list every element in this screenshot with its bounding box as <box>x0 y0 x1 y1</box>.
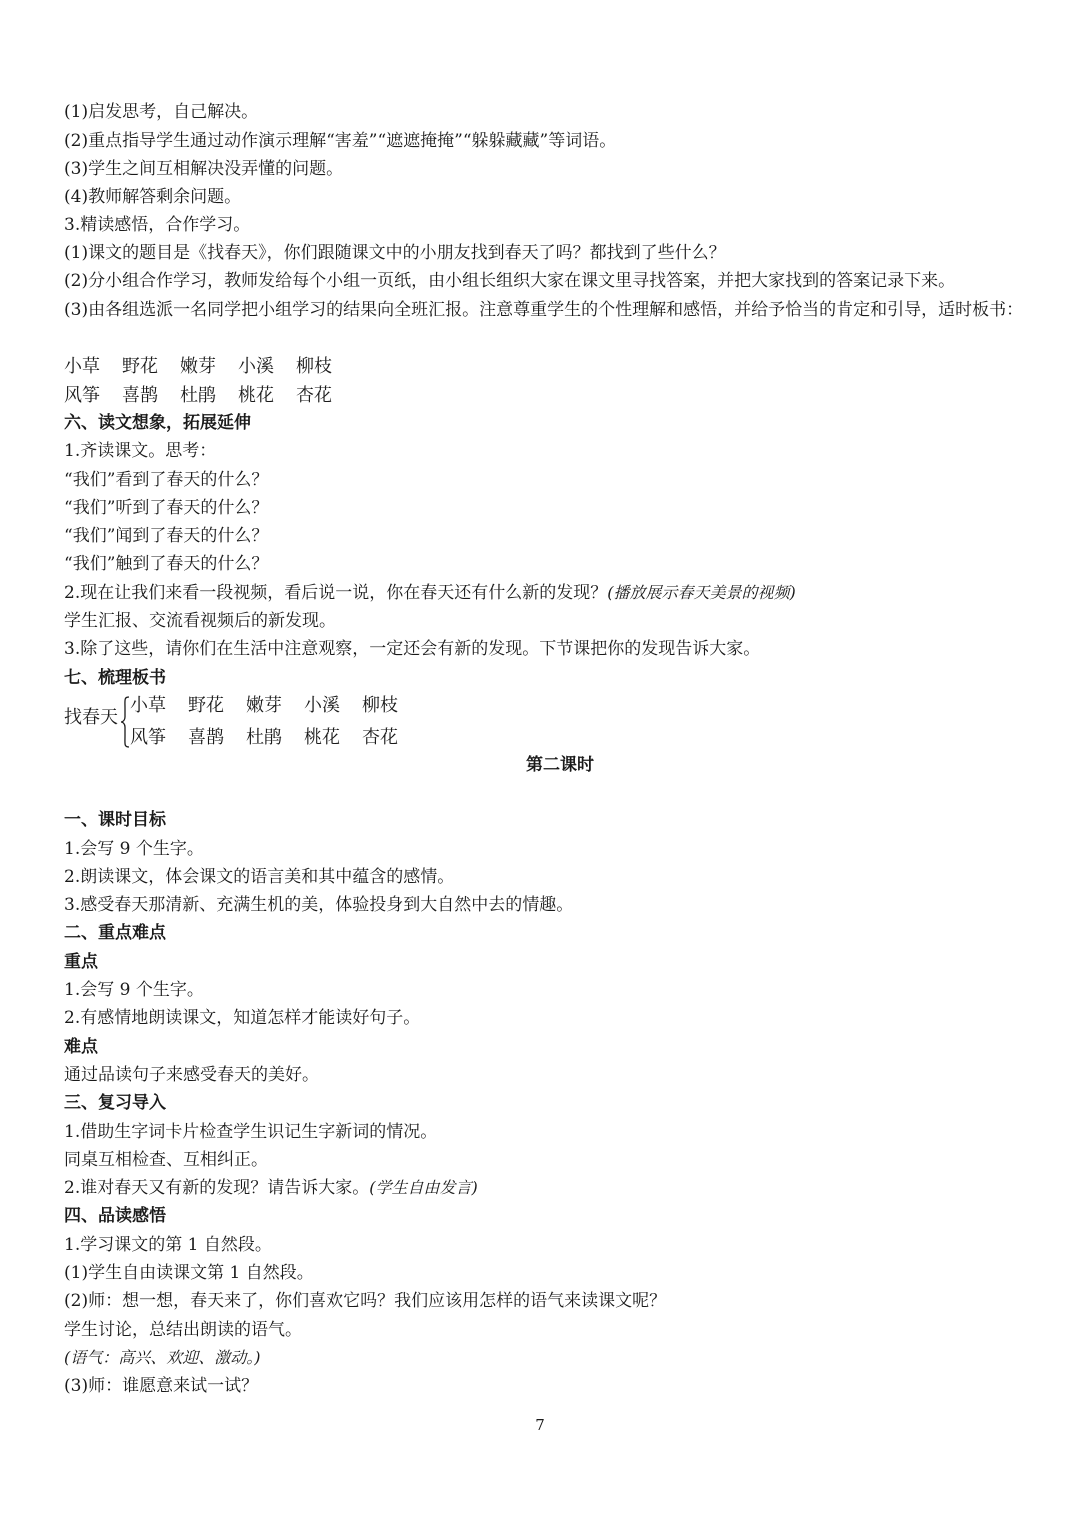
video-question: 2.现在让我们来看一段视频，看后说一说，你在春天还有什么新的发现？ <box>64 583 608 603</box>
text-line: (4)教师解答剩余问题。 <box>64 187 242 207</box>
board-word: 桃花 <box>304 727 340 748</box>
board-word: 小草 <box>64 356 100 377</box>
board-word: 小溪 <box>238 356 274 377</box>
board-word: 嫩芽 <box>180 356 216 377</box>
text-line: “我们”看到了春天的什么？ <box>64 470 269 490</box>
text-line: 2.朗读课文，体会课文的语言美和其中蕴含的感情。 <box>64 867 455 887</box>
text-line: (2)分小组合作学习，教师发给每个小组一页纸，由小组长组织大家在课文里寻找答案，并把大家找到的答案记录下来。 <box>64 271 956 291</box>
text-line: (3)师：谁愿意来试一试？ <box>64 1376 259 1396</box>
board-word: 风筝 <box>64 385 100 406</box>
text-line: 学生讨论，总结出朗读的语气。 <box>64 1320 302 1340</box>
subheading: 难点 <box>64 1037 98 1057</box>
text-line: 3.除了这些，请你们在生活中注意观察，一定还会有新的发现。下节课把你的发现告诉大家。 <box>64 639 761 659</box>
board-row-2 <box>64 382 354 410</box>
board-title: 找春天 <box>64 707 118 728</box>
board-word: 杏花 <box>362 727 398 748</box>
question-text: 2.谁对春天又有新的发现？请告诉大家。 <box>64 1178 370 1198</box>
board-row-1 <box>64 353 354 381</box>
section-heading: 一、课时目标 <box>64 810 166 830</box>
text-line: “我们”闻到了春天的什么？ <box>64 526 269 546</box>
text-line <box>64 1174 478 1202</box>
text-line: (3)学生之间互相解决没弄懂的问题。 <box>64 159 344 179</box>
lesson-title: 第二课时 <box>526 755 594 775</box>
curly-brace-icon <box>120 696 130 748</box>
section-heading: 六、读文想象，拓展延伸 <box>64 413 251 433</box>
text-line: “我们”听到了春天的什么？ <box>64 498 269 518</box>
section-heading: 二、重点难点 <box>64 923 166 943</box>
board-word: 桃花 <box>238 385 274 406</box>
text-line: 3.感受春天那清新、充满生机的美，体验投身到大自然中去的情趣。 <box>64 895 574 915</box>
board-word: 小溪 <box>304 695 340 716</box>
board-word: 杜鹃 <box>246 727 282 748</box>
text-line: “我们”触到了春天的什么？ <box>64 554 269 574</box>
board-summary-row-2 <box>130 724 420 752</box>
text-line: 通过品读句子来感受春天的美好。 <box>64 1065 319 1085</box>
section-heading: 三、复习导入 <box>64 1093 166 1113</box>
text-line: (1)启发思考，自己解决。 <box>64 102 259 122</box>
tone-note: (语气：高兴、欢迎、激动。) <box>64 1348 261 1367</box>
text-line: 1.学习课文的第 1 自然段。 <box>64 1235 272 1255</box>
text-line: 1.借助生字词卡片检查学生识记生字新词的情况。 <box>64 1122 438 1142</box>
page-number: 7 <box>535 1416 545 1434</box>
board-word: 小草 <box>130 695 166 716</box>
board-word: 柳枝 <box>296 356 332 377</box>
text-line: 学生汇报、交流看视频后的新发现。 <box>64 611 336 631</box>
note-text: (学生自由发言) <box>369 1178 478 1197</box>
text-line: 3.精读感悟，合作学习。 <box>64 215 251 235</box>
board-word: 嫩芽 <box>246 695 282 716</box>
text-line: 2.有感情地朗读课文，知道怎样才能读好句子。 <box>64 1008 421 1028</box>
text-line: 1.齐读课文。思考： <box>64 441 217 461</box>
text-line: 同桌互相检查、互相纠正。 <box>64 1150 268 1170</box>
board-word: 喜鹊 <box>122 385 158 406</box>
text-line: 1.会写 9 个生字。 <box>64 839 204 859</box>
board-word: 喜鹊 <box>188 727 224 748</box>
board-word: 杜鹃 <box>180 385 216 406</box>
text-line: (1)学生自由读课文第 1 自然段。 <box>64 1263 314 1283</box>
board-word: 柳枝 <box>362 695 398 716</box>
board-summary-row-1 <box>130 692 420 720</box>
text-line: 1.会写 9 个生字。 <box>64 980 204 1000</box>
text-line <box>64 579 796 607</box>
report-paragraph: (3)由各组选派一名同学把小组学习的结果向全班汇报。注意尊重学生的个性理解和感悟，并给予恰当的肯定和引导，适时板书： <box>64 300 1024 320</box>
section-heading: 四、品读感悟 <box>64 1206 166 1226</box>
section-heading: 七、梳理板书 <box>64 668 166 688</box>
video-note: (播放展示春天美景的视频) <box>607 583 796 602</box>
subheading: 重点 <box>64 952 98 972</box>
text-line: (2)重点指导学生通过动作演示理解“害羞”“遮遮掩掩”“躲躲藏藏”等词语。 <box>64 131 617 151</box>
board-word: 风筝 <box>130 727 166 748</box>
text-line: (2)师：想一想，春天来了，你们喜欢它吗？我们应该用怎样的语气来读课文呢？ <box>64 1291 667 1311</box>
text-line: (1)课文的题目是《找春天》，你们跟随课文中的小朋友找到春天了吗？都找到了些什么？ <box>64 243 726 263</box>
board-word: 杏花 <box>296 385 332 406</box>
board-word: 野花 <box>188 695 224 716</box>
board-word: 野花 <box>122 356 158 377</box>
